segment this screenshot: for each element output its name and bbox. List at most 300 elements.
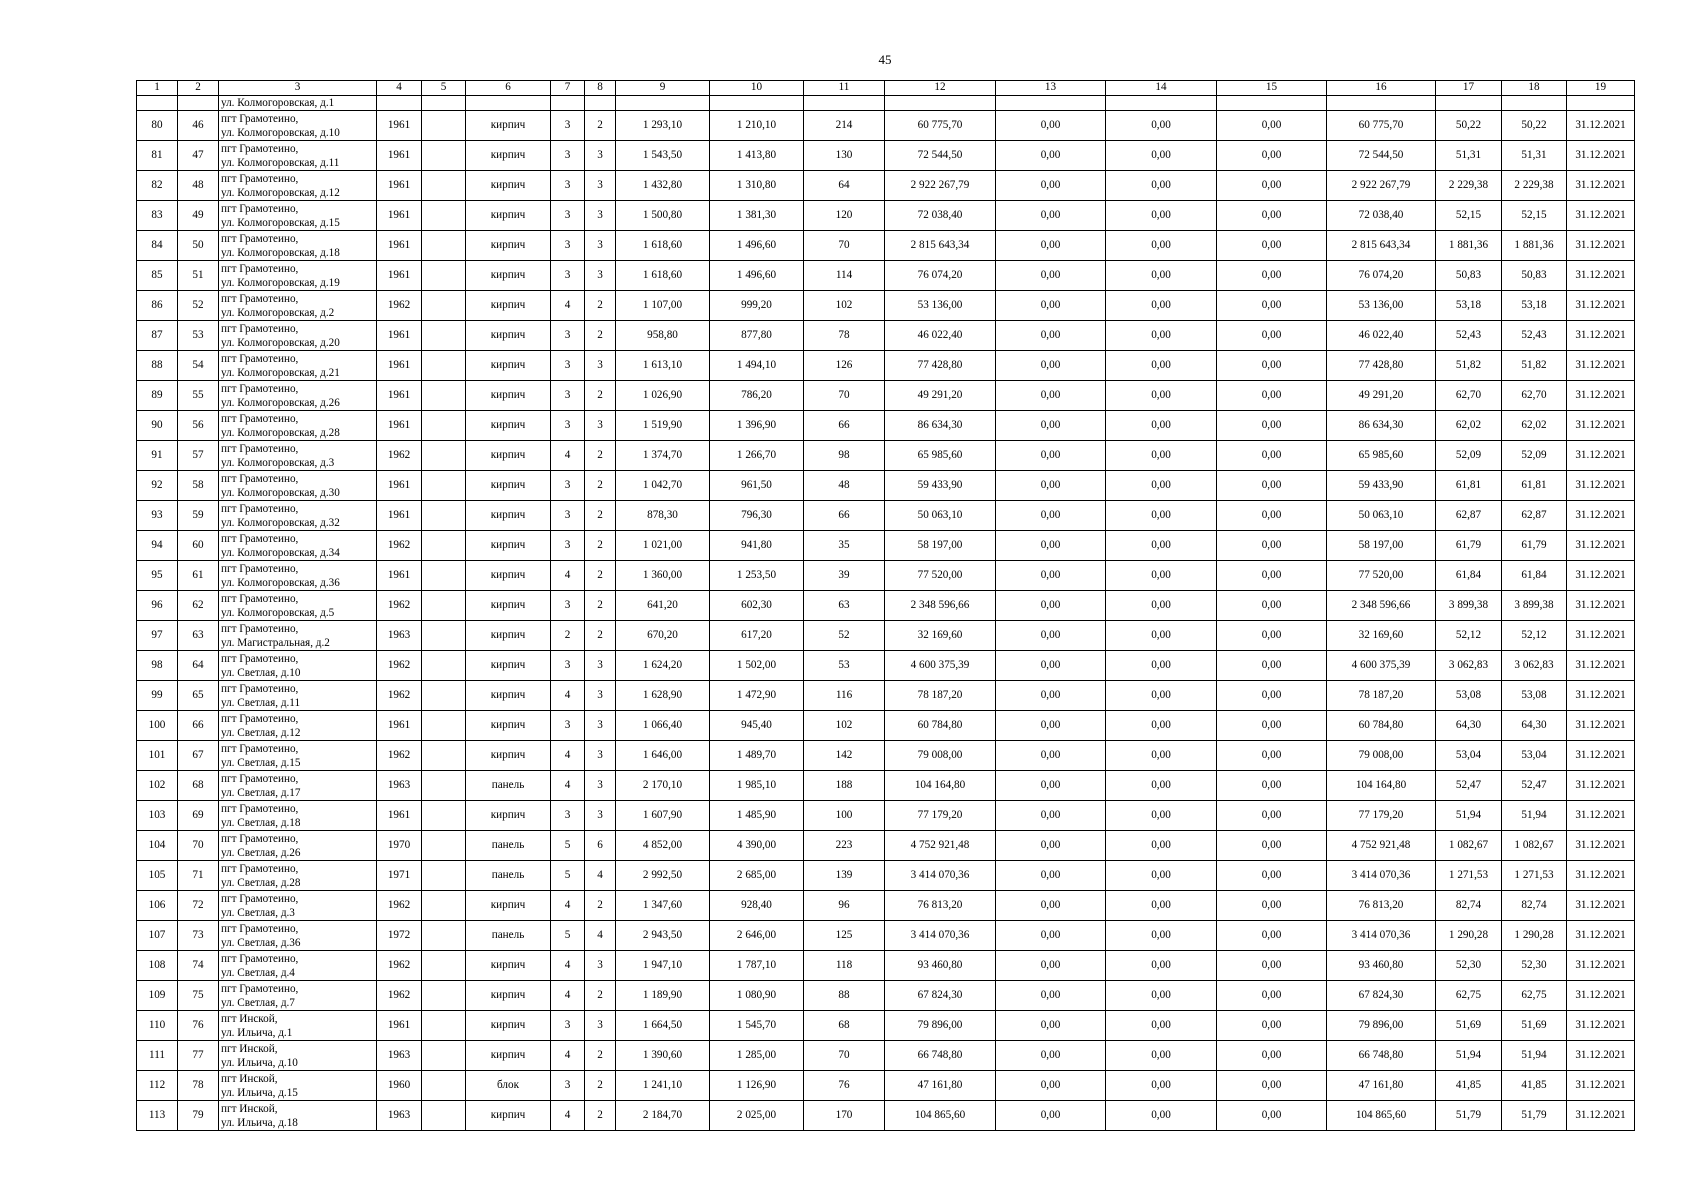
cell-c2: 64 [178, 651, 219, 681]
cell-c15: 0,00 [1217, 171, 1327, 201]
cell-c1: 80 [137, 111, 178, 141]
cell-c13: 0,00 [996, 561, 1106, 591]
cell-c17: 1 290,28 [1436, 921, 1502, 951]
cell-c1: 89 [137, 381, 178, 411]
cell-c2: 57 [178, 441, 219, 471]
cell-c2: 77 [178, 1041, 219, 1071]
cell-c9: 2 184,70 [616, 1101, 710, 1131]
address-cell [219, 591, 377, 621]
cell-c14: 0,00 [1106, 891, 1217, 921]
address-locality: пгт Инской, [221, 1042, 278, 1055]
address-locality: пгт Инской, [221, 1102, 278, 1115]
cell-c11: 116 [804, 681, 885, 711]
cell-c17: 51,79 [1436, 1101, 1502, 1131]
cell-c19: 31.12.2021 [1567, 801, 1635, 831]
cell-c1: 82 [137, 171, 178, 201]
cell-c5 [422, 351, 466, 381]
cell-c15: 0,00 [1217, 1041, 1327, 1071]
cell-c11: 120 [804, 201, 885, 231]
cell-c15: 0,00 [1217, 201, 1327, 231]
cell-c13: 0,00 [996, 1011, 1106, 1041]
address-locality: пгт Грамотеино, [221, 922, 299, 935]
cell-c13: 0,00 [996, 351, 1106, 381]
table-row [137, 891, 1635, 921]
address-street: ул. Колмогоровская, д.18 [221, 246, 340, 259]
cell-c16: 4 600 375,39 [1327, 651, 1436, 681]
address-locality: пгт Грамотеино, [221, 982, 299, 995]
cell-c9: 2 992,50 [616, 861, 710, 891]
cell-c19: 31.12.2021 [1567, 171, 1635, 201]
cell-c1: 91 [137, 441, 178, 471]
cell-c19: 31.12.2021 [1567, 351, 1635, 381]
cell-c6: кирпич [466, 171, 551, 201]
address-locality: пгт Грамотеино, [221, 142, 299, 155]
cell-c17: 51,94 [1436, 1041, 1502, 1071]
cell-c6: кирпич [466, 741, 551, 771]
cell-c13: 0,00 [996, 591, 1106, 621]
cell-c16: 53 136,00 [1327, 291, 1436, 321]
cell-c19: 31.12.2021 [1567, 261, 1635, 291]
cell-c19: 31.12.2021 [1567, 321, 1635, 351]
cell-c8: 2 [585, 1071, 616, 1101]
address-locality: пгт Грамотеино, [221, 112, 299, 125]
address-street: ул. Светлая, д.28 [221, 876, 301, 889]
cell-c16: 93 460,80 [1327, 951, 1436, 981]
address-street: ул. Колмогоровская, д.26 [221, 396, 340, 409]
cell-c18: 1 881,36 [1502, 231, 1567, 261]
cell-c4: 1961 [377, 801, 422, 831]
cell-c11: 35 [804, 531, 885, 561]
cell-c14: 0,00 [1106, 351, 1217, 381]
cell-c14: 0,00 [1106, 141, 1217, 171]
address-locality: пгт Грамотеино, [221, 202, 299, 215]
address-street: ул. Колмогоровская, д.3 [221, 456, 335, 469]
cell-c11: 170 [804, 1101, 885, 1131]
cell-c15: 0,00 [1217, 561, 1327, 591]
cell-c11: 48 [804, 471, 885, 501]
address-street: ул. Светлая, д.12 [221, 726, 301, 739]
cell-c10: 1 496,60 [710, 231, 804, 261]
cell-c1: 87 [137, 321, 178, 351]
address-street: ул. Светлая, д.4 [221, 966, 295, 979]
address-street: ул. Светлая, д.11 [221, 696, 301, 709]
cell-c19: 31.12.2021 [1567, 1011, 1635, 1041]
cell [377, 96, 422, 111]
cell-c2: 72 [178, 891, 219, 921]
cell [616, 96, 710, 111]
cell-c14: 0,00 [1106, 771, 1217, 801]
address-locality: пгт Грамотеино, [221, 952, 299, 965]
cell-c9: 1 374,70 [616, 441, 710, 471]
cell-c8: 3 [585, 411, 616, 441]
cell-c17: 62,87 [1436, 501, 1502, 531]
cell-c19: 31.12.2021 [1567, 441, 1635, 471]
cell-c7: 4 [551, 981, 585, 1011]
cell-c9: 641,20 [616, 591, 710, 621]
cell-c1: 99 [137, 681, 178, 711]
cell-c8: 2 [585, 321, 616, 351]
cell-c4: 1961 [377, 411, 422, 441]
table-row [137, 261, 1635, 291]
cell-c13: 0,00 [996, 441, 1106, 471]
cell-c10: 617,20 [710, 621, 804, 651]
cell-c14: 0,00 [1106, 621, 1217, 651]
address-cell [219, 981, 377, 1011]
cell-c5 [422, 921, 466, 951]
cell-c17: 51,69 [1436, 1011, 1502, 1041]
cell [585, 96, 616, 111]
address-locality: пгт Грамотеино, [221, 892, 299, 905]
cell-c11: 39 [804, 561, 885, 591]
cell [885, 96, 996, 111]
cell-c16: 78 187,20 [1327, 681, 1436, 711]
address-street: ул. Светлая, д.36 [221, 936, 301, 949]
cell-c7: 4 [551, 1041, 585, 1071]
cell [1327, 96, 1436, 111]
address-cell [219, 1011, 377, 1041]
address-locality: пгт Грамотеино, [221, 502, 299, 515]
table-row [137, 141, 1635, 171]
cell-c4: 1961 [377, 231, 422, 261]
address-cell [219, 471, 377, 501]
address-locality: пгт Грамотеино, [221, 382, 299, 395]
cell-c6: панель [466, 831, 551, 861]
cell-c13: 0,00 [996, 321, 1106, 351]
address-locality: пгт Грамотеино, [221, 262, 299, 275]
cell-c7: 3 [551, 261, 585, 291]
cell-c13: 0,00 [996, 891, 1106, 921]
cell-c1: 86 [137, 291, 178, 321]
table-row [137, 471, 1635, 501]
cell-c10: 1 266,70 [710, 441, 804, 471]
cell-c5 [422, 651, 466, 681]
cell-c8: 2 [585, 591, 616, 621]
address-cell [219, 381, 377, 411]
cell-c18: 52,47 [1502, 771, 1567, 801]
cell-c17: 53,04 [1436, 741, 1502, 771]
table-row [137, 831, 1635, 861]
address-cell [219, 231, 377, 261]
cell-c10: 1 545,70 [710, 1011, 804, 1041]
cell-c8: 3 [585, 171, 616, 201]
cell-c9: 1 026,90 [616, 381, 710, 411]
cell-c11: 125 [804, 921, 885, 951]
cell-c5 [422, 831, 466, 861]
cell-c12: 3 414 070,36 [885, 861, 996, 891]
cell-c7: 3 [551, 651, 585, 681]
cell-c16: 67 824,30 [1327, 981, 1436, 1011]
cell-c9: 1 618,60 [616, 261, 710, 291]
cell-c12: 49 291,20 [885, 381, 996, 411]
cell-c1: 113 [137, 1101, 178, 1131]
address-street: ул. Колмогоровская, д.12 [221, 186, 340, 199]
cell-c17: 41,85 [1436, 1071, 1502, 1101]
cell-c18: 51,69 [1502, 1011, 1567, 1041]
table-row [137, 411, 1635, 441]
cell-c6: кирпич [466, 381, 551, 411]
cell-c5 [422, 531, 466, 561]
cell-c8: 2 [585, 531, 616, 561]
cell-c6: панель [466, 861, 551, 891]
cell-c16: 104 865,60 [1327, 1101, 1436, 1131]
cell-c16: 4 752 921,48 [1327, 831, 1436, 861]
cell-c2: 53 [178, 321, 219, 351]
cell-c1: 98 [137, 651, 178, 681]
address-locality: пгт Грамотеино, [221, 412, 299, 425]
cell-c15: 0,00 [1217, 681, 1327, 711]
address-cell [219, 801, 377, 831]
cell-c6: кирпич [466, 681, 551, 711]
cell-c17: 62,70 [1436, 381, 1502, 411]
cell-c16: 47 161,80 [1327, 1071, 1436, 1101]
cell-c4: 1962 [377, 531, 422, 561]
cell-c14: 0,00 [1106, 1011, 1217, 1041]
cell-c9: 1 664,50 [616, 1011, 710, 1041]
cell-c12: 104 865,60 [885, 1101, 996, 1131]
address-locality: пгт Грамотеино, [221, 292, 299, 305]
cell-c7: 3 [551, 531, 585, 561]
cell-c4: 1971 [377, 861, 422, 891]
column-header: 15 [1217, 81, 1327, 96]
table-row [137, 801, 1635, 831]
cell-c2: 58 [178, 471, 219, 501]
cell-c14: 0,00 [1106, 741, 1217, 771]
cell-c15: 0,00 [1217, 141, 1327, 171]
cell-c17: 51,82 [1436, 351, 1502, 381]
cell-c10: 1 285,00 [710, 1041, 804, 1071]
cell-c13: 0,00 [996, 141, 1106, 171]
cell-c19: 31.12.2021 [1567, 831, 1635, 861]
cell-c14: 0,00 [1106, 1041, 1217, 1071]
cell-c10: 941,80 [710, 531, 804, 561]
cell-c4: 1961 [377, 261, 422, 291]
cell-c12: 77 520,00 [885, 561, 996, 591]
cell-c4: 1962 [377, 891, 422, 921]
cell-c9: 670,20 [616, 621, 710, 651]
cell-c15: 0,00 [1217, 1011, 1327, 1041]
cell-c18: 1 082,67 [1502, 831, 1567, 861]
address-street: ул. Колмогоровская, д.5 [221, 606, 335, 619]
address-street: ул. Магистральная, д.2 [221, 636, 330, 649]
cell-c11: 102 [804, 711, 885, 741]
cell-c5 [422, 741, 466, 771]
cell-c4: 1961 [377, 201, 422, 231]
address-cell [219, 171, 377, 201]
cell-c4: 1962 [377, 741, 422, 771]
cell-c12: 58 197,00 [885, 531, 996, 561]
column-header: 8 [585, 81, 616, 96]
cell-c13: 0,00 [996, 621, 1106, 651]
cell-c7: 3 [551, 471, 585, 501]
cell-c13: 0,00 [996, 261, 1106, 291]
cell-c14: 0,00 [1106, 861, 1217, 891]
address-cell [219, 531, 377, 561]
address-locality: пгт Инской, [221, 1012, 278, 1025]
cell-c5 [422, 711, 466, 741]
cell-c15: 0,00 [1217, 501, 1327, 531]
cell-c6: кирпич [466, 531, 551, 561]
column-header: 7 [551, 81, 585, 96]
cell-c15: 0,00 [1217, 471, 1327, 501]
cell-c5 [422, 1011, 466, 1041]
cell-c17: 50,22 [1436, 111, 1502, 141]
address-cell [219, 141, 377, 171]
table-row [137, 201, 1635, 231]
table-row [137, 771, 1635, 801]
cell-c6: панель [466, 771, 551, 801]
cell-c19: 31.12.2021 [1567, 891, 1635, 921]
cell-c13: 0,00 [996, 801, 1106, 831]
cell-c12: 86 634,30 [885, 411, 996, 441]
cell-c17: 1 881,36 [1436, 231, 1502, 261]
address-street: ул. Колмогоровская, д.32 [221, 516, 340, 529]
cell-c15: 0,00 [1217, 651, 1327, 681]
cell-c6: кирпич [466, 321, 551, 351]
cell-c4: 1961 [377, 351, 422, 381]
housing-table [136, 80, 1635, 1131]
cell-c13: 0,00 [996, 741, 1106, 771]
cell-c12: 59 433,90 [885, 471, 996, 501]
cell-c19: 31.12.2021 [1567, 921, 1635, 951]
cell-c12: 53 136,00 [885, 291, 996, 321]
table-row [137, 111, 1635, 141]
cell-c6: кирпич [466, 201, 551, 231]
column-header: 5 [422, 81, 466, 96]
cell-c10: 2 646,00 [710, 921, 804, 951]
cell-c8: 6 [585, 831, 616, 861]
cell-c13: 0,00 [996, 951, 1106, 981]
cell-c7: 3 [551, 231, 585, 261]
cell-c8: 3 [585, 711, 616, 741]
cell-c1: 85 [137, 261, 178, 291]
cell-c8: 3 [585, 1011, 616, 1041]
address-street: ул. Светлая, д.26 [221, 846, 301, 859]
cell-c13: 0,00 [996, 651, 1106, 681]
cell-c9: 1 646,00 [616, 741, 710, 771]
cell-c16: 66 748,80 [1327, 1041, 1436, 1071]
cell-c13: 0,00 [996, 1101, 1106, 1131]
cell-c5 [422, 261, 466, 291]
cell-c6: кирпич [466, 561, 551, 591]
cell-c15: 0,00 [1217, 981, 1327, 1011]
cell-c14: 0,00 [1106, 321, 1217, 351]
cell-c19: 31.12.2021 [1567, 951, 1635, 981]
cell-c4: 1961 [377, 111, 422, 141]
column-header: 2 [178, 81, 219, 96]
address-street: ул. Ильича, д.15 [221, 1086, 298, 1099]
cell-c5 [422, 441, 466, 471]
cell-c17: 64,30 [1436, 711, 1502, 741]
cell-c2: 78 [178, 1071, 219, 1101]
cell-c16: 60 775,70 [1327, 111, 1436, 141]
address-cell [219, 951, 377, 981]
cell-c6: кирпич [466, 651, 551, 681]
cell-c16: 60 784,80 [1327, 711, 1436, 741]
cell-c4: 1961 [377, 141, 422, 171]
cell-c9: 4 852,00 [616, 831, 710, 861]
cell [996, 96, 1106, 111]
column-header: 19 [1567, 81, 1635, 96]
cell-c14: 0,00 [1106, 711, 1217, 741]
address-locality: пгт Грамотеино, [221, 172, 299, 185]
table-row [137, 741, 1635, 771]
cell-c18: 52,15 [1502, 201, 1567, 231]
cell-c19: 31.12.2021 [1567, 501, 1635, 531]
cell-c12: 60 784,80 [885, 711, 996, 741]
table-row [137, 951, 1635, 981]
cell-c8: 2 [585, 981, 616, 1011]
address-street: ул. Светлая, д.17 [221, 786, 301, 799]
cell-c4: 1972 [377, 921, 422, 951]
cell-c2: 67 [178, 741, 219, 771]
cell-c1: 96 [137, 591, 178, 621]
address-street: ул. Светлая, д.18 [221, 816, 301, 829]
address-street: ул. Колмогоровская, д.20 [221, 336, 340, 349]
cell-c1: 101 [137, 741, 178, 771]
cell-c4: 1961 [377, 471, 422, 501]
cell-c11: 118 [804, 951, 885, 981]
cell-c2: 65 [178, 681, 219, 711]
address-locality: пгт Грамотеино, [221, 682, 299, 695]
cell-c2: 79 [178, 1101, 219, 1131]
cell-c14: 0,00 [1106, 921, 1217, 951]
cell-c16: 49 291,20 [1327, 381, 1436, 411]
cell-c4: 1961 [377, 321, 422, 351]
address-locality: пгт Грамотеино, [221, 232, 299, 245]
address-cell [219, 501, 377, 531]
cell-c9: 1 618,60 [616, 231, 710, 261]
cell-c5 [422, 891, 466, 921]
cell-c17: 61,84 [1436, 561, 1502, 591]
cell-c7: 3 [551, 711, 585, 741]
cell-c5 [422, 681, 466, 711]
cell-c4: 1962 [377, 591, 422, 621]
cell-c16: 86 634,30 [1327, 411, 1436, 441]
cell-c15: 0,00 [1217, 921, 1327, 951]
cell-c13: 0,00 [996, 201, 1106, 231]
table-row [137, 351, 1635, 381]
address-cell [219, 651, 377, 681]
cell-c10: 786,20 [710, 381, 804, 411]
cell-c6: кирпич [466, 891, 551, 921]
cell-c10: 1 080,90 [710, 981, 804, 1011]
cell-c12: 4 600 375,39 [885, 651, 996, 681]
cell-c19: 31.12.2021 [1567, 651, 1635, 681]
cell-c6: кирпич [466, 1011, 551, 1041]
address-locality: пгт Грамотеино, [221, 322, 299, 335]
cell-c7: 3 [551, 1011, 585, 1041]
cell-c16: 32 169,60 [1327, 621, 1436, 651]
cell-c8: 3 [585, 351, 616, 381]
cell-c4: 1963 [377, 1101, 422, 1131]
cell-c1: 112 [137, 1071, 178, 1101]
cell [1502, 96, 1567, 111]
cell-c7: 3 [551, 351, 585, 381]
cell-c7: 3 [551, 141, 585, 171]
address-street: ул. Колмогоровская, д.30 [221, 486, 340, 499]
address-locality: пгт Грамотеино, [221, 592, 299, 605]
address-locality: пгт Грамотеино, [221, 622, 299, 635]
cell-c15: 0,00 [1217, 261, 1327, 291]
cell-c9: 958,80 [616, 321, 710, 351]
cell-c1: 102 [137, 771, 178, 801]
address-street: ул. Колмогоровская, д.21 [221, 366, 340, 379]
cell-c16: 2 815 643,34 [1327, 231, 1436, 261]
cell-c10: 1 485,90 [710, 801, 804, 831]
cell-c16: 79 896,00 [1327, 1011, 1436, 1041]
cell-c1: 95 [137, 561, 178, 591]
cell-c7: 4 [551, 771, 585, 801]
